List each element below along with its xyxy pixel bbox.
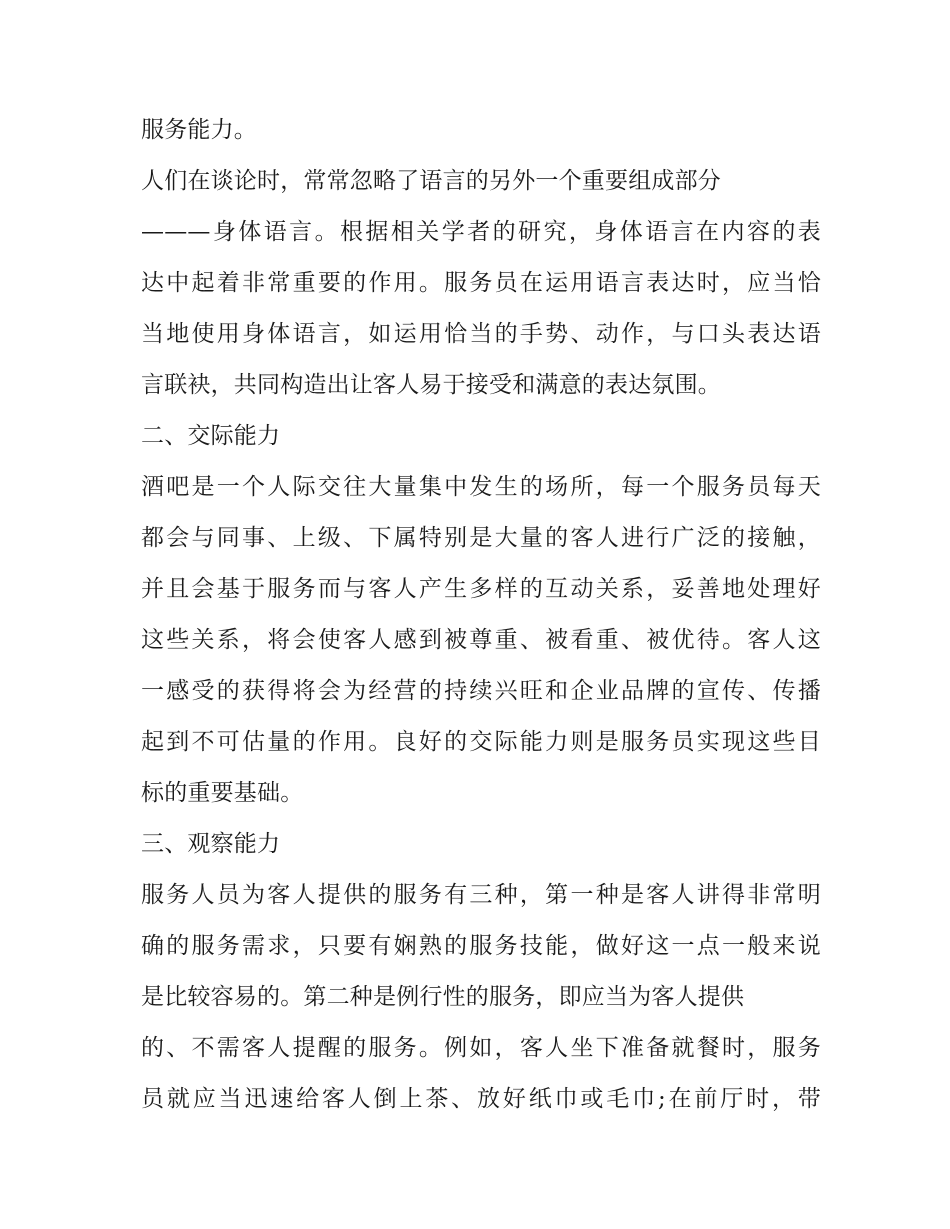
text-line: ———身体语言。根据相关学者的研究，身体语言在内容的表 <box>141 219 821 245</box>
text-line: 达中起着非常重要的作用。服务员在运用语言表达时，应当恰 <box>141 270 821 296</box>
text-line: 人们在谈论时，常常忽略了语言的另外一个重要组成部分 <box>141 168 721 194</box>
text-line: 酒吧是一个人际交往大量集中发生的场所，每一个服务员每天 <box>141 474 821 500</box>
text-line: 确的服务需求，只要有娴熟的服务技能，做好这一点一般来说 <box>141 933 821 959</box>
document-body <box>141 108 821 1128</box>
text-line: 员就应当迅速给客人倒上茶、放好纸巾或毛巾;在前厅时，带 <box>141 1086 821 1112</box>
text-line: 的、不需客人提醒的服务。例如，客人坐下准备就餐时，服务 <box>141 1035 821 1061</box>
text-line: 起到不可估量的作用。良好的交际能力则是服务员实现这些目 <box>141 729 821 755</box>
text-line: 是比较容易的。第二种是例行性的服务，即应当为客人提供 <box>141 984 745 1010</box>
text-line: 三、观察能力 <box>141 831 281 857</box>
text-line: 一感受的获得将会为经营的持续兴旺和企业品牌的宣传、传播 <box>141 678 821 704</box>
text-line: 服务能力。 <box>141 117 257 143</box>
text-line: 当地使用身体语言，如运用恰当的手势、动作，与口头表达语 <box>141 321 821 347</box>
text-line: 二、交际能力 <box>141 423 281 449</box>
text-line: 言联袂，共同构造出让客人易于接受和满意的表达氛围。 <box>141 372 721 398</box>
text-line: 服务人员为客人提供的服务有三种，第一种是客人讲得非常明 <box>141 882 821 908</box>
text-line: 这些关系，将会使客人感到被尊重、被看重、被优待。客人这 <box>141 627 821 653</box>
text-line: 都会与同事、上级、下属特别是大量的客人进行广泛的接触， <box>141 525 821 551</box>
text-line: 并且会基于服务而与客人产生多样的互动关系，妥善地处理好 <box>141 576 821 602</box>
text-line: 标的重要基础。 <box>141 780 304 806</box>
